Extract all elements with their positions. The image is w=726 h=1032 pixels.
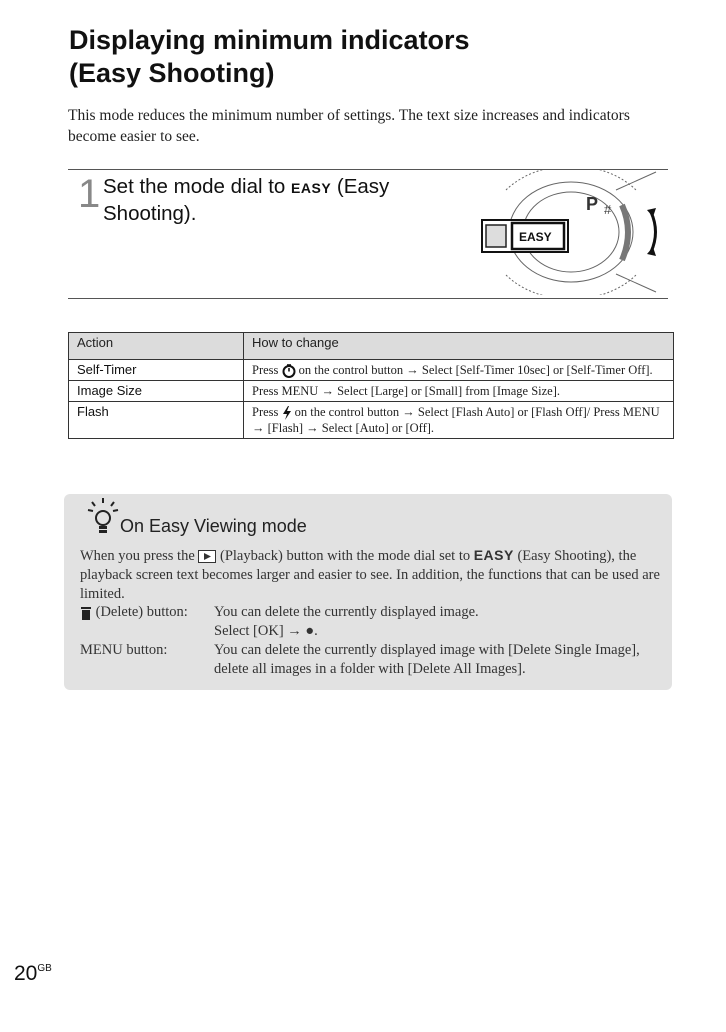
dial-easy-label: EASY [519,230,552,244]
row-action: Self-Timer [69,360,244,381]
title-line-1: Displaying minimum indicators [69,25,470,55]
delete-text-line2: Select [OK] → ●. [214,623,318,639]
step-text-after: (Easy Shooting). [103,175,390,225]
flash-icon [282,406,292,420]
tip-heading: On Easy Viewing mode [120,516,307,536]
table-row [69,402,674,439]
mode-dial-illustration [476,170,676,295]
playback-icon [198,550,216,563]
step-text-before: Set the mode dial to [103,175,292,198]
intro-paragraph: This mode reduces the minimum number of settings. The text size increases and indicators become easier to see. [68,107,630,145]
header-action: Action [69,333,244,360]
row-action: Flash [69,402,244,439]
how-text-after: Press MENU → Select [Large] or [Small] from [Image Size]. [252,384,561,399]
easy-mode-mark: EASY [473,547,514,563]
row-how [244,381,674,402]
table-header-row [69,333,674,360]
delete-button-label [80,603,188,622]
hint-lightbulb-icon [86,496,120,536]
how-text-after: on the control button → Select [Self-Timer 10sec] or [Self-Timer Off]. [295,363,653,377]
delete-text-line1: You can delete the currently displayed image. [214,604,479,620]
how-text-after: on the control button → Select [Flash Auto] or [Flash Off]/ Press MENU → [Flash] → Select [Auto] or [Off]. [252,405,660,436]
table-row [69,381,674,402]
how-text-before: Press [252,363,282,377]
how-text-before: Press [252,405,282,420]
self-timer-icon [282,364,296,378]
title-line-2: (Easy Shooting) [69,58,275,88]
easy-mode-mark: EASY [291,180,332,196]
menu-description: You can delete the currently displayed image with [Delete Single Image], delete all images in a folder with [Delete All Images]. [214,642,640,677]
tip-text-before: When you press the [80,548,199,564]
page-number-suffix: GB [37,963,52,974]
page-number-value: 20 [14,962,38,985]
row-action: Image Size [69,381,244,402]
tip-text-after: (Easy Shooting), the playback screen text becomes larger and easier to see. In addition, the functions that can be used are limited. [80,548,660,602]
settings-table [68,332,674,439]
row-how [244,402,674,439]
divider-bottom [68,298,668,299]
page-title [69,24,689,90]
tip-body [80,546,665,604]
menu-button-label: MENU button: [80,642,168,658]
svg-text:#: # [604,202,612,217]
svg-text:P: P [586,194,599,214]
table-row [69,360,674,381]
step-instruction [103,174,433,227]
page-number [14,962,52,986]
delete-label-text: (Delete) button: [95,604,188,620]
row-how [244,360,674,381]
step-number: 1 [78,172,101,216]
tip-text-middle: (Playback) button with the mode dial set to [216,548,474,564]
delete-description [214,603,664,641]
trash-icon [80,606,92,620]
header-how: How to change [244,333,674,360]
